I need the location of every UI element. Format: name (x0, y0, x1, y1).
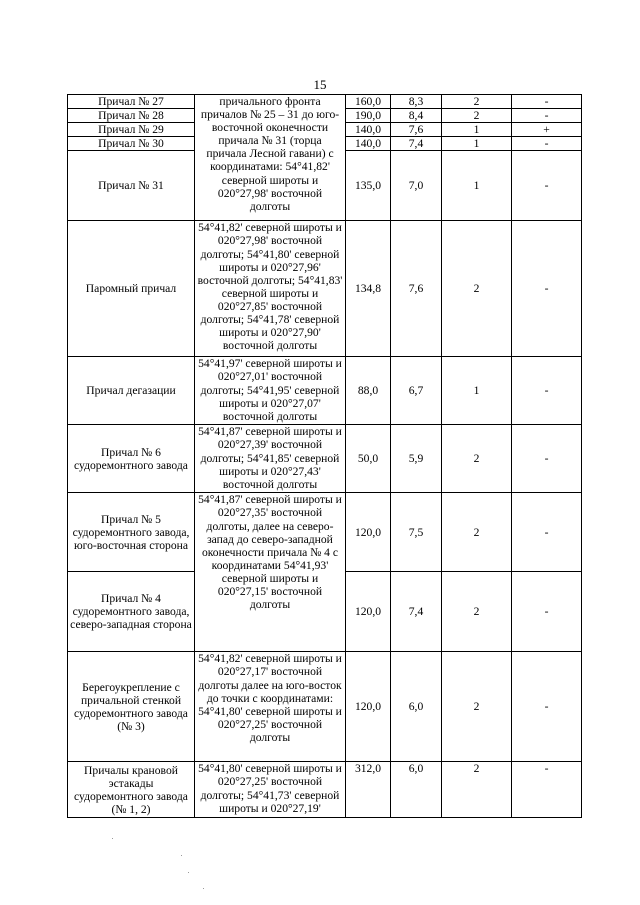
berth-mark: - (512, 762, 582, 818)
page-number: 15 (313, 77, 327, 92)
berth-count: 2 (442, 652, 512, 762)
scan-speck (188, 872, 189, 873)
table-row (68, 357, 582, 425)
table-row (68, 762, 582, 818)
berth-description: 54°41,87' северной широты и 020°27,35' восточной долготы, далее на северо-запад до северо-западной оконечности причала № 4 с координатами 54°41,93' северной широты и 020°27,15' восточной долготы (195, 493, 346, 652)
berth-name: Причал № 31 (68, 151, 195, 221)
berth-depth: 7,4 (391, 137, 442, 151)
berth-name: Причал № 28 (68, 109, 195, 123)
berth-count: 1 (442, 123, 512, 137)
berth-length: 120,0 (346, 652, 391, 762)
berth-count: 2 (442, 762, 512, 818)
berth-name: Причал № 29 (68, 123, 195, 137)
berth-depth: 6,0 (391, 762, 442, 818)
berth-name: Причал № 4 судоремонтного завода, северо-западная сторона (68, 572, 195, 652)
berth-mark: - (512, 425, 582, 493)
table-row (68, 652, 582, 762)
berth-mark: - (512, 95, 582, 109)
berth-name: Причал № 6 судоремонтного завода (68, 425, 195, 493)
berth-name: Причал дегазации (68, 357, 195, 425)
berth-length: 190,0 (346, 109, 391, 123)
berth-length: 160,0 (346, 95, 391, 109)
berth-count: 2 (442, 95, 512, 109)
scan-speck (181, 855, 182, 856)
berth-depth: 8,4 (391, 109, 442, 123)
scan-speck (203, 888, 204, 889)
berth-length: 50,0 (346, 425, 391, 493)
berth-mark: - (512, 652, 582, 762)
berth-description: 54°41,80' северной широты и 020°27,25' восточной долготы; 54°41,73' северной широты и 020°27,19' (195, 762, 346, 818)
berth-depth: 5,9 (391, 425, 442, 493)
berth-mark: - (512, 572, 582, 652)
table-row (68, 493, 582, 572)
table-row (68, 221, 582, 357)
berth-depth: 7,5 (391, 493, 442, 572)
berth-length: 134,8 (346, 221, 391, 357)
berth-depth: 7,0 (391, 151, 442, 221)
berth-mark: - (512, 357, 582, 425)
berths-table (67, 94, 582, 818)
table-row (68, 95, 582, 109)
berth-depth: 7,6 (391, 221, 442, 357)
berth-name: Причалы крановой эстакады судоремонтного завода (№ 1, 2) (68, 762, 195, 818)
berth-count: 2 (442, 493, 512, 572)
scan-speck (112, 838, 113, 839)
berth-length: 312,0 (346, 762, 391, 818)
berth-description: 54°41,82' северной широты и 020°27,17' восточной долготы далее на юго-восток до точки с координатами: 54°41,80' северной широты и 020°27,25' восточной долготы (195, 652, 346, 762)
berth-mark: + (512, 123, 582, 137)
berth-mark: - (512, 221, 582, 357)
berth-count: 2 (442, 425, 512, 493)
berth-description: причального фронта причалов № 25 – 31 до юго-восточной оконечности причала № 31 (торца причала Лесной гавани) с координатами: 54°41,82' северной широты и 020°27,98' восточной долготы (195, 95, 346, 221)
berth-length: 120,0 (346, 572, 391, 652)
berth-mark: - (512, 137, 582, 151)
berth-name: Паромный причал (68, 221, 195, 357)
berth-name: Причал № 5 судоремонтного завода, юго-восточная сторона (68, 493, 195, 572)
berth-depth: 7,4 (391, 572, 442, 652)
berth-length: 88,0 (346, 357, 391, 425)
berth-name: Причал № 30 (68, 137, 195, 151)
berth-count: 1 (442, 357, 512, 425)
berth-depth: 6,0 (391, 652, 442, 762)
berth-description: 54°41,87' северной широты и 020°27,39' восточной долготы; 54°41,85' северной широты и 020°27,43' восточной долготы (195, 425, 346, 493)
berth-length: 140,0 (346, 123, 391, 137)
berth-mark: - (512, 493, 582, 572)
berth-length: 140,0 (346, 137, 391, 151)
berth-mark: - (512, 109, 582, 123)
berth-name: Причал № 27 (68, 95, 195, 109)
berth-length: 120,0 (346, 493, 391, 572)
berth-length: 135,0 (346, 151, 391, 221)
table-row (68, 425, 582, 493)
berth-name: Берегоукрепление с причальной стенкой судоремонтного завода (№ 3) (68, 652, 195, 762)
berth-count: 2 (442, 221, 512, 357)
berth-description: 54°41,97' северной широты и 020°27,01' восточной долготы; 54°41,95' северной широты и 020°27,07' восточной долготы (195, 357, 346, 425)
berth-mark: - (512, 151, 582, 221)
berth-description: 54°41,82' северной широты и 020°27,98' восточной долготы; 54°41,80' северной широты и 020°27,96' восточной долготы; 54°41,83' северной широты и 020°27,85' восточной долготы; 54°41,78' северной широты и 020°27,90' восточной долготы (195, 221, 346, 357)
berth-depth: 8,3 (391, 95, 442, 109)
berth-count: 2 (442, 109, 512, 123)
berth-depth: 6,7 (391, 357, 442, 425)
berth-count: 1 (442, 151, 512, 221)
berth-depth: 7,6 (391, 123, 442, 137)
berth-count: 1 (442, 137, 512, 151)
berth-count: 2 (442, 572, 512, 652)
